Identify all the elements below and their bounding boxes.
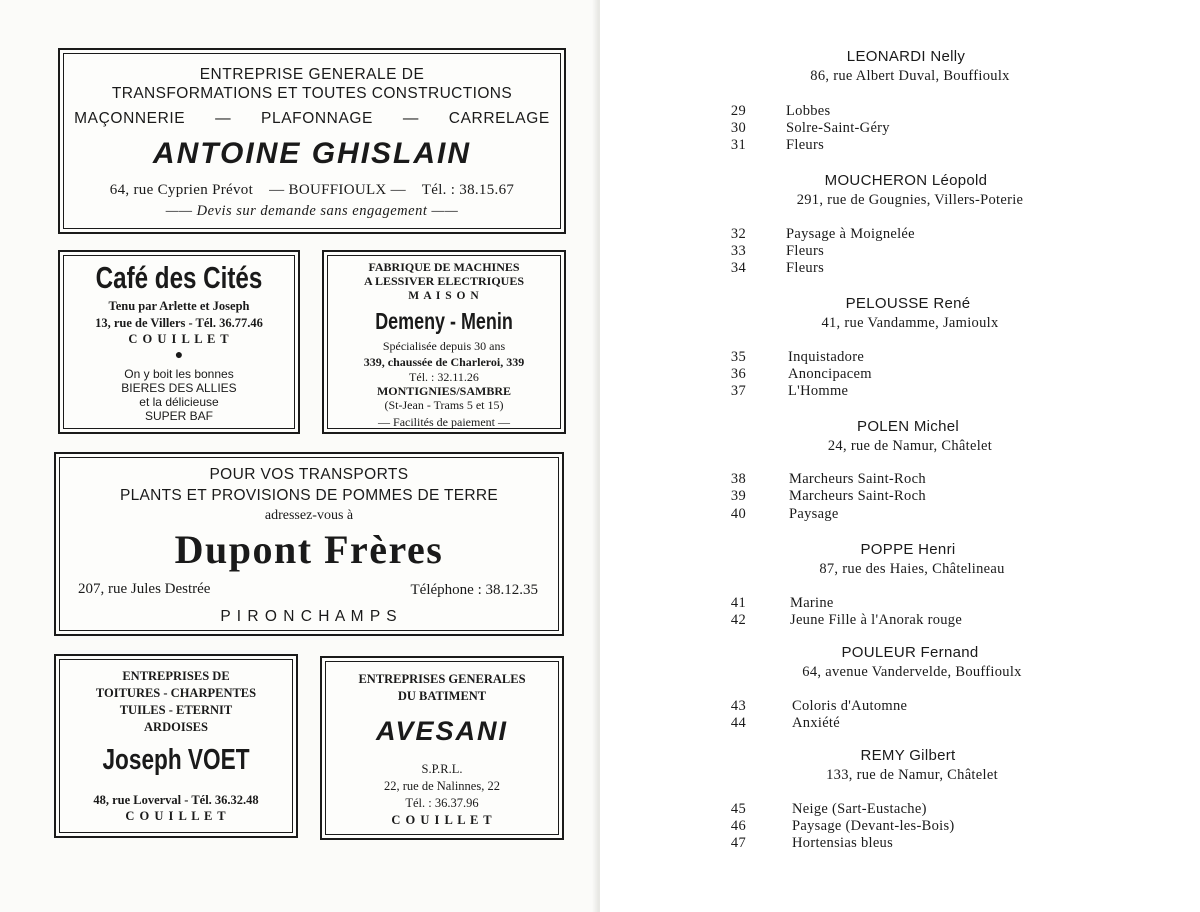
ad-ghislain-line-2: TRANSFORMATIONS ET TOUTES CONSTRUCTIONS: [111, 85, 513, 102]
work-title: L'Homme: [788, 383, 849, 399]
ad-avesani: [320, 656, 564, 840]
work-title: Marcheurs Saint-Roch: [789, 471, 926, 487]
work-item: [600, 595, 1200, 612]
work-title: Inquistadore: [788, 349, 865, 365]
work-title: Fleurs: [786, 260, 825, 276]
right-page-catalogue: [600, 0, 1200, 912]
work-item: [600, 243, 1200, 260]
work-item: [600, 383, 1200, 400]
work-number: 45: [730, 801, 746, 817]
ad-demeny-line-4: Spécialisée depuis 30 ans: [382, 339, 506, 353]
ad-dupont-line-1: POUR VOS TRANSPORTS: [209, 466, 409, 483]
ad-cafe-town: C O U I L L E T: [128, 332, 230, 346]
artist-address: 133, rue de Namur, Châtelet: [826, 767, 998, 783]
artist-name: POULEUR Fernand: [841, 644, 979, 661]
ad-demeny-line-9: — Facilités de paiement —: [378, 415, 510, 429]
ad-voet-town: C O U I L L E T: [125, 809, 227, 823]
work-item: [600, 835, 1200, 852]
work-number: 31: [730, 137, 746, 153]
work-title: Marcheurs Saint-Roch: [789, 488, 926, 504]
work-title: Jeune Fille à l'Anorak rouge: [790, 612, 963, 628]
work-number: 46: [730, 818, 746, 834]
work-item: [600, 488, 1200, 505]
work-item: [600, 366, 1200, 383]
work-number: 41: [730, 595, 746, 611]
ad-dupont-address: 207, rue Jules Destrée: [78, 581, 211, 597]
work-item: [600, 260, 1200, 277]
artist-name: PELOUSSE René: [845, 295, 971, 312]
ad-demeny-line-6: Tél. : 32.11.26: [409, 370, 479, 384]
service-dash-1: —: [215, 110, 232, 127]
work-number: 38: [730, 471, 746, 487]
work-title: Marine: [790, 595, 834, 611]
ad-ghislain-sep-2: —: [390, 182, 406, 198]
ad-avesani-line-5: Tél. : 36.37.96: [405, 796, 479, 810]
artist-address: 24, rue de Namur, Châtelet: [827, 438, 993, 454]
artist-address: 87, rue des Haies, Châtelineau: [819, 561, 1005, 577]
work-number: 40: [730, 506, 746, 522]
work-number: 47: [730, 835, 746, 851]
ad-ghislain-contact: [60, 182, 564, 199]
ad-ghislain-sep-1: —: [269, 182, 285, 198]
work-item: [600, 612, 1200, 629]
ad-avesani-line-1: ENTREPRISES GENERALES: [358, 672, 526, 686]
ad-demeny-line-5: 339, chaussée de Charleroi, 339: [363, 355, 525, 369]
ad-cafe-name: Café des Cités: [95, 260, 263, 295]
work-item: [600, 715, 1200, 732]
artist-address: 41, rue Vandamme, Jamioulx: [821, 315, 999, 331]
ad-cafe-des-cites: [58, 250, 300, 434]
ad-ghislain-services: [60, 110, 564, 128]
artist-address: 86, rue Albert Duval, Bouffioulx: [810, 68, 1010, 84]
work-number: 32: [730, 226, 746, 242]
work-number: 33: [730, 243, 746, 259]
artist-name: LEONARDI Nelly: [846, 48, 966, 65]
ad-demeny-line-7: MONTIGNIES/SAMBRE: [376, 384, 512, 398]
ad-avesani-town: C O U I L L E T: [391, 813, 493, 827]
work-title: Lobbes: [786, 103, 831, 119]
work-title: Hortensias bleus: [792, 835, 894, 851]
artist-name: POLEN Michel: [857, 418, 959, 435]
ad-cafe-line-2: 13, rue de Villers - Tél. 36.77.46: [95, 316, 263, 330]
work-number: 35: [730, 349, 746, 365]
ad-dupont-line-3: adressez-vous à: [264, 508, 354, 523]
ad-ghislain-address: 64, rue Cyprien Prévot: [109, 182, 254, 198]
work-number: 37: [730, 383, 746, 399]
ad-cafe-line-6: SUPER BAF: [144, 409, 213, 423]
ad-demeny-company-name: Demeny - Menin: [375, 308, 513, 334]
work-item: [600, 471, 1200, 488]
work-item: [600, 818, 1200, 835]
work-number: 34: [730, 260, 746, 276]
ad-ghislain-company-name: ANTOINE GHISLAIN: [152, 137, 472, 170]
artist-name: REMY Gilbert: [860, 747, 956, 764]
ad-voet-line-2: TOITURES - CHARPENTES: [95, 686, 257, 700]
work-title: Paysage (Devant-les-Bois): [792, 818, 955, 834]
work-title: Neige (Sart-Eustache): [792, 801, 927, 817]
ad-cafe-line-5: et la délicieuse: [139, 395, 219, 409]
work-item: [600, 226, 1200, 243]
service-plafonnage: PLAFONNAGE: [261, 110, 373, 127]
ad-dupont-company-name: Dupont Frères: [174, 527, 444, 572]
artist-address: 64, avenue Vandervelde, Bouffioulx: [802, 664, 1022, 680]
ad-dupont-tel: Téléphone : 38.12.35: [410, 582, 538, 598]
artist-name: POPPE Henri: [860, 541, 956, 558]
ad-avesani-line-2: DU BATIMENT: [397, 689, 487, 703]
artist-address: 291, rue de Gougnies, Villers-Poterie: [796, 192, 1024, 208]
ad-antoine-ghislain: [58, 48, 566, 234]
ad-demeny-line-3: M A I S O N: [408, 290, 480, 302]
service-maconnerie: MAÇONNERIE: [74, 110, 186, 127]
work-number: 44: [730, 715, 746, 731]
work-title: Coloris d'Automne: [792, 698, 908, 714]
work-number: 39: [730, 488, 746, 504]
ad-cafe-line-4: BIERES DES ALLIES: [121, 381, 237, 395]
ad-demeny-line-1: FABRIQUE DE MACHINES: [368, 260, 520, 274]
work-number: 30: [730, 120, 746, 136]
work-title: Anxiété: [792, 715, 841, 731]
ad-dupont-line-2: PLANTS ET PROVISIONS DE POMMES DE TERRE: [119, 487, 499, 504]
work-item: [600, 698, 1200, 715]
work-item: [600, 103, 1200, 120]
work-item: [600, 349, 1200, 366]
work-title: Solre-Saint-Géry: [786, 120, 890, 136]
ad-avesani-line-3: S.P.R.L.: [421, 762, 463, 776]
artist-name: MOUCHERON Léopold: [824, 172, 988, 189]
work-title: Fleurs: [786, 243, 825, 259]
ad-avesani-company-name: AVESANI: [375, 716, 509, 746]
ad-voet-line-5: 48, rue Loverval - Tél. 36.32.48: [93, 793, 259, 807]
work-title: Anoncipacem: [788, 366, 872, 382]
work-item: [600, 506, 1200, 523]
ad-cafe-line-1: Tenu par Arlette et Joseph: [108, 299, 250, 313]
service-carrelage: CARRELAGE: [448, 110, 550, 127]
work-number: 36: [730, 366, 746, 382]
ad-cafe-line-3: On y boit les bonnes: [124, 367, 234, 381]
ad-demeny-line-2: A LESSIVER ELECTRIQUES: [363, 274, 525, 288]
ad-ghislain-footer: —— Devis sur demande sans engagement ——: [165, 203, 459, 219]
work-number: 29: [730, 103, 746, 119]
ad-cafe-bullet: ●: [174, 348, 184, 363]
work-item: [600, 137, 1200, 154]
work-item: [600, 801, 1200, 818]
ad-joseph-voet: [54, 654, 298, 838]
work-title: Fleurs: [786, 137, 825, 153]
work-item: [600, 120, 1200, 137]
ad-avesani-line-4: 22, rue de Nalinnes, 22: [384, 779, 500, 793]
service-dash-2: —: [402, 110, 419, 127]
ad-ghislain-line-1: ENTREPRISE GENERALE DE: [199, 66, 425, 83]
work-title: Paysage: [789, 506, 839, 522]
work-number: 42: [730, 612, 746, 628]
ad-dupont-town: P I R O N C H A M P S: [220, 608, 398, 625]
ad-dupont-freres: [54, 452, 564, 636]
ad-ghislain-tel: Tél. : 38.15.67: [421, 182, 515, 198]
ad-demeny-menin: [322, 250, 566, 434]
ad-voet-line-1: ENTREPRISES DE: [122, 669, 230, 683]
ad-voet-line-4: ARDOISES: [144, 720, 208, 734]
work-number: 43: [730, 698, 746, 714]
ad-demeny-line-8: (St-Jean - Trams 5 et 15): [384, 398, 504, 412]
ad-voet-company-name: Joseph VOET: [102, 744, 250, 776]
ad-voet-line-3: TUILES - ETERNIT: [119, 703, 233, 717]
ad-ghislain-town: BOUFFIOULX: [288, 182, 387, 198]
work-title: Paysage à Moignelée: [786, 226, 915, 242]
